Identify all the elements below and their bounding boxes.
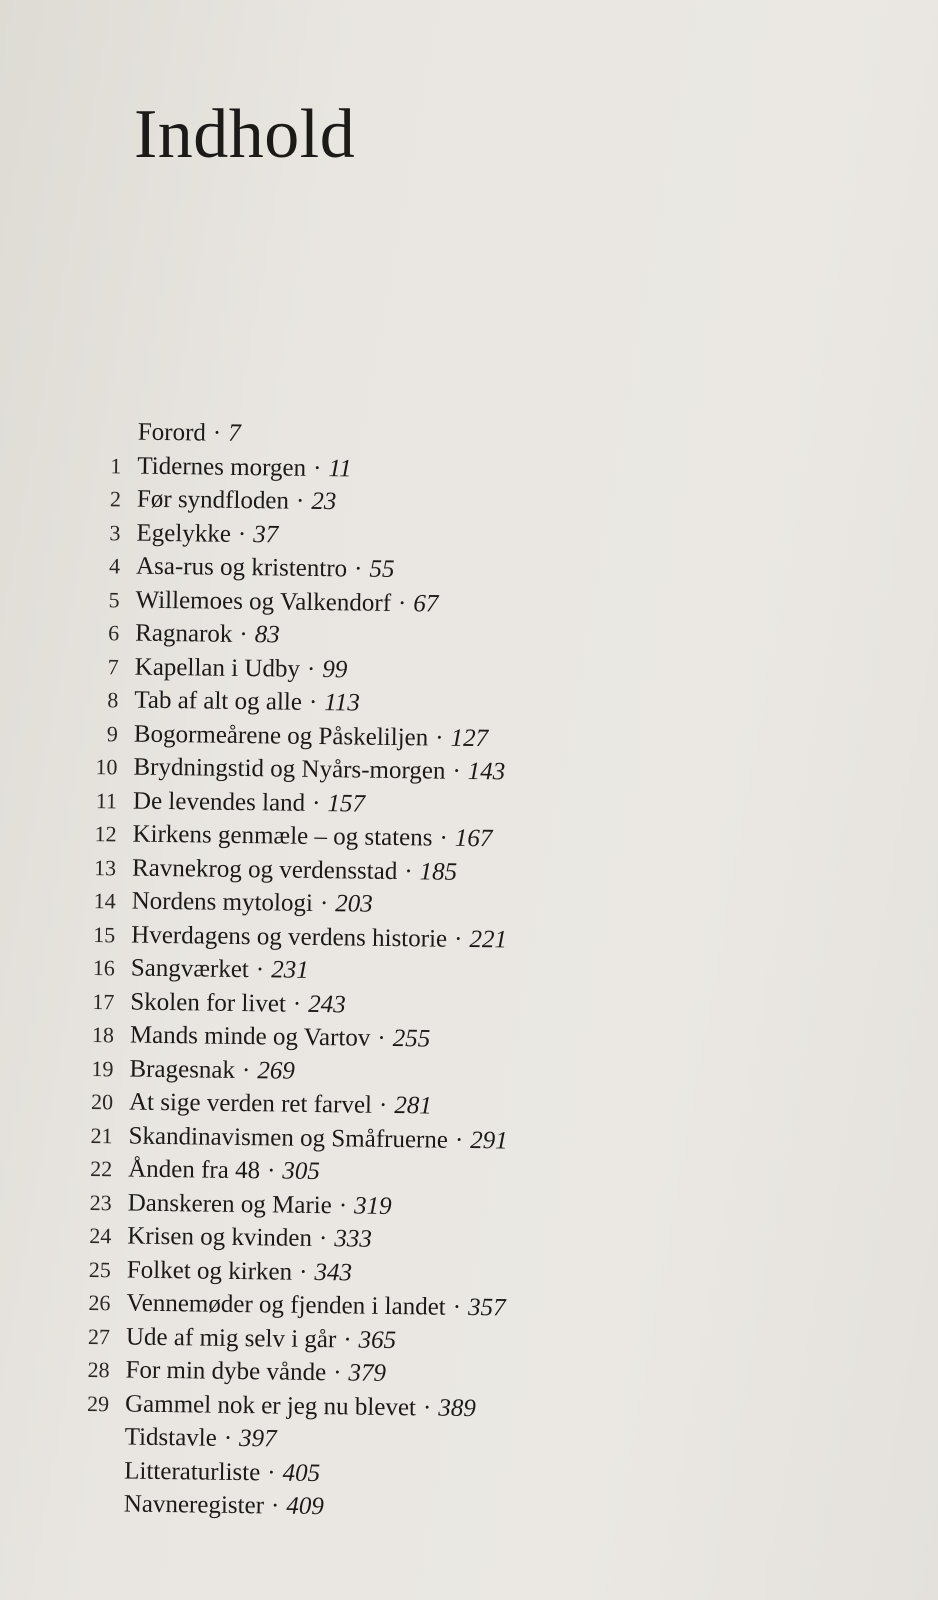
page-number: 143 xyxy=(467,757,506,786)
toc-entry xyxy=(81,1255,507,1294)
page-number: 305 xyxy=(282,1157,321,1186)
separator-dot: · xyxy=(404,857,413,885)
toc-entry xyxy=(90,518,516,557)
toc-entry xyxy=(89,585,515,624)
chapter-number: 9 xyxy=(106,720,119,746)
page-number: 397 xyxy=(238,1425,277,1453)
chapter-title: De levendes land xyxy=(132,787,306,817)
page-number: 113 xyxy=(324,689,361,717)
chapter-number: 15 xyxy=(93,921,116,947)
chapter-number: 26 xyxy=(88,1290,111,1316)
separator-dot: · xyxy=(312,454,322,482)
page-number: 203 xyxy=(335,890,373,918)
chapter-number: 22 xyxy=(90,1156,113,1182)
toc-entry xyxy=(87,786,513,825)
chapter-title: Willemoes og Valkendorf xyxy=(135,586,392,617)
toc-entry xyxy=(79,1356,505,1395)
page-number: 99 xyxy=(322,655,348,683)
chapter-number: 20 xyxy=(90,1089,114,1115)
toc-entry xyxy=(78,1456,504,1495)
page-number: 37 xyxy=(253,520,279,548)
toc-entry xyxy=(79,1389,505,1428)
chapter-title: Kirkens genmæle – og statens xyxy=(132,820,433,852)
chapter-title: Gammel nok er jeg nu blevet xyxy=(124,1390,417,1421)
toc-entry xyxy=(90,552,516,591)
separator-dot: · xyxy=(338,1191,348,1219)
toc-entry xyxy=(81,1188,507,1227)
chapter-title: Sangværket xyxy=(130,954,250,984)
page-number: 185 xyxy=(419,857,458,886)
page-number: 83 xyxy=(254,621,280,649)
page-number: 405 xyxy=(282,1459,321,1487)
page-number: 127 xyxy=(450,724,489,752)
chapter-title: Egelykke xyxy=(136,519,232,548)
separator-dot: · xyxy=(270,1492,280,1520)
page-number: 343 xyxy=(314,1258,353,1286)
separator-dot: · xyxy=(212,419,222,447)
chapter-number: 25 xyxy=(88,1256,112,1282)
toc-entry xyxy=(85,887,511,926)
page-number: 365 xyxy=(358,1326,397,1354)
chapter-number: 24 xyxy=(89,1223,112,1249)
chapter-number: 18 xyxy=(91,1022,115,1048)
chapter-number: 1 xyxy=(110,452,122,478)
chapter-title: For min dybe vånde xyxy=(125,1356,327,1387)
toc-entry xyxy=(88,652,514,691)
separator-dot: · xyxy=(353,555,363,583)
page-number: 67 xyxy=(413,589,439,618)
chapter-title: Tidstavle xyxy=(124,1423,217,1452)
toc-entry xyxy=(78,1490,504,1529)
chapter-title: At sige verden ret farvel xyxy=(128,1088,373,1119)
toc-entry xyxy=(92,418,518,457)
toc-entry xyxy=(91,451,517,490)
separator-dot: · xyxy=(452,1293,462,1321)
separator-dot: · xyxy=(397,589,407,617)
chapter-number: 19 xyxy=(91,1055,114,1081)
chapter-number: 4 xyxy=(108,553,121,579)
separator-dot: · xyxy=(241,1056,251,1084)
page-number: 409 xyxy=(286,1492,324,1521)
chapter-title: Krisen og kvinden xyxy=(127,1222,313,1252)
separator-dot: · xyxy=(237,520,247,548)
chapter-number: 16 xyxy=(92,955,115,981)
separator-dot: · xyxy=(308,688,318,716)
chapter-title: Asa-rus og kristentro xyxy=(135,552,348,583)
chapter-number: 8 xyxy=(107,687,119,713)
separator-dot: · xyxy=(333,1359,342,1387)
toc-entry xyxy=(88,686,514,725)
chapter-title: Mands minde og Vartov xyxy=(129,1021,371,1052)
separator-dot: · xyxy=(378,1091,388,1119)
separator-dot: · xyxy=(377,1024,386,1052)
chapter-number: 21 xyxy=(90,1122,113,1148)
separator-dot: · xyxy=(306,655,316,683)
chapter-title: Vennemøder og fjenden i landet xyxy=(126,1289,446,1321)
toc-entry xyxy=(80,1322,506,1361)
separator-dot: · xyxy=(292,990,302,1018)
page-number: 379 xyxy=(348,1359,387,1387)
chapter-title: Hverdagens og verdens historie xyxy=(131,921,448,953)
chapter-title: Brydningstid og Nyårs-morgen xyxy=(133,753,446,785)
chapter-number: 11 xyxy=(95,787,118,813)
chapter-number: 17 xyxy=(92,988,115,1014)
page-number: 167 xyxy=(454,824,493,853)
page-number: 231 xyxy=(270,956,309,984)
toc-entry xyxy=(83,1054,509,1093)
toc-entry xyxy=(89,619,515,658)
page-number: 281 xyxy=(394,1092,432,1120)
chapter-title: Kapellan i Udby xyxy=(134,653,301,683)
page-number: 11 xyxy=(328,454,352,482)
separator-dot: · xyxy=(453,925,463,953)
separator-dot: · xyxy=(223,1424,233,1452)
separator-dot: · xyxy=(298,1258,308,1286)
page-number: 7 xyxy=(228,419,241,447)
toc-entry xyxy=(91,485,517,524)
toc-entry xyxy=(80,1289,506,1328)
toc-entry xyxy=(78,1423,504,1462)
chapter-title: Ude af mig selv i går xyxy=(125,1323,337,1353)
separator-dot: · xyxy=(311,789,321,817)
page-number: 269 xyxy=(257,1056,296,1085)
chapter-title: Tab af alt og alle xyxy=(134,686,303,716)
toc-entry xyxy=(82,1121,508,1160)
page-number: 157 xyxy=(327,789,366,818)
chapter-number: 3 xyxy=(109,519,121,545)
chapter-title: Skandinavismen og Småfruerne xyxy=(128,1122,449,1154)
toc-entry xyxy=(87,753,513,792)
chapter-title: Før syndfloden xyxy=(136,485,290,515)
toc-entry xyxy=(83,1088,509,1127)
chapter-number: 27 xyxy=(87,1323,111,1349)
toc-entry xyxy=(85,920,511,959)
separator-dot: · xyxy=(319,890,329,918)
page-number: 319 xyxy=(353,1191,392,1220)
chapter-number: 13 xyxy=(93,854,117,880)
chapter-title: Ravnekrog og verdensstad xyxy=(131,854,398,885)
separator-dot: · xyxy=(239,620,248,649)
chapter-title: Ragnarok xyxy=(135,619,233,648)
toc-entry xyxy=(86,853,512,892)
chapter-title: Bragesnak xyxy=(129,1055,236,1084)
chapter-number: 14 xyxy=(93,888,116,914)
chapter-title: Navneregister xyxy=(123,1490,265,1520)
toc-entry xyxy=(81,1222,507,1261)
separator-dot: · xyxy=(267,1458,276,1486)
page-title: Indhold xyxy=(134,96,356,173)
separator-dot: · xyxy=(266,1157,276,1185)
page-number: 255 xyxy=(392,1024,431,1053)
chapter-number: 28 xyxy=(87,1357,110,1383)
chapter-title: Tidernes morgen xyxy=(137,452,307,482)
page-number: 389 xyxy=(438,1394,476,1422)
chapter-number: 23 xyxy=(89,1189,112,1215)
chapter-title: Skolen for livet xyxy=(130,988,287,1018)
chapter-title: Danskeren og Marie xyxy=(127,1189,332,1219)
toc-entry xyxy=(84,1021,510,1060)
page-number: 357 xyxy=(467,1293,506,1322)
table-of-contents xyxy=(78,418,518,1529)
page-number: 291 xyxy=(470,1126,508,1155)
separator-dot: · xyxy=(454,1126,464,1154)
chapter-title: Nordens mytologi xyxy=(131,887,314,917)
toc-entry xyxy=(82,1155,508,1194)
separator-dot: · xyxy=(318,1225,328,1253)
page-number: 55 xyxy=(369,555,395,583)
chapter-title: Folket og kirken xyxy=(126,1256,293,1286)
toc-entry xyxy=(85,954,511,993)
chapter-number: 10 xyxy=(95,754,118,780)
chapter-number: 6 xyxy=(108,620,120,646)
separator-dot: · xyxy=(435,724,444,752)
toc-entry xyxy=(88,719,514,758)
chapter-number: 7 xyxy=(107,653,119,679)
page-number: 221 xyxy=(469,925,508,953)
page-number: 333 xyxy=(334,1225,372,1253)
chapter-title: Ånden fra 48 xyxy=(127,1155,261,1185)
separator-dot: · xyxy=(343,1325,352,1353)
toc-entry xyxy=(84,987,510,1026)
separator-dot: · xyxy=(295,487,305,515)
page-number: 23 xyxy=(311,487,337,516)
separator-dot: · xyxy=(255,956,265,984)
toc-entry xyxy=(86,820,512,859)
chapter-title: Forord xyxy=(137,418,207,447)
chapter-title: Bogormeårene og Påskeliljen xyxy=(133,720,429,751)
separator-dot: · xyxy=(422,1393,432,1422)
chapter-number: 12 xyxy=(94,821,117,847)
page-number: 243 xyxy=(308,990,346,1018)
chapter-number: 2 xyxy=(109,486,122,512)
chapter-title: Litteraturliste xyxy=(124,1457,261,1486)
chapter-number: 5 xyxy=(108,586,120,612)
chapter-number: 29 xyxy=(86,1390,110,1416)
separator-dot: · xyxy=(452,757,461,785)
separator-dot: · xyxy=(439,824,448,852)
